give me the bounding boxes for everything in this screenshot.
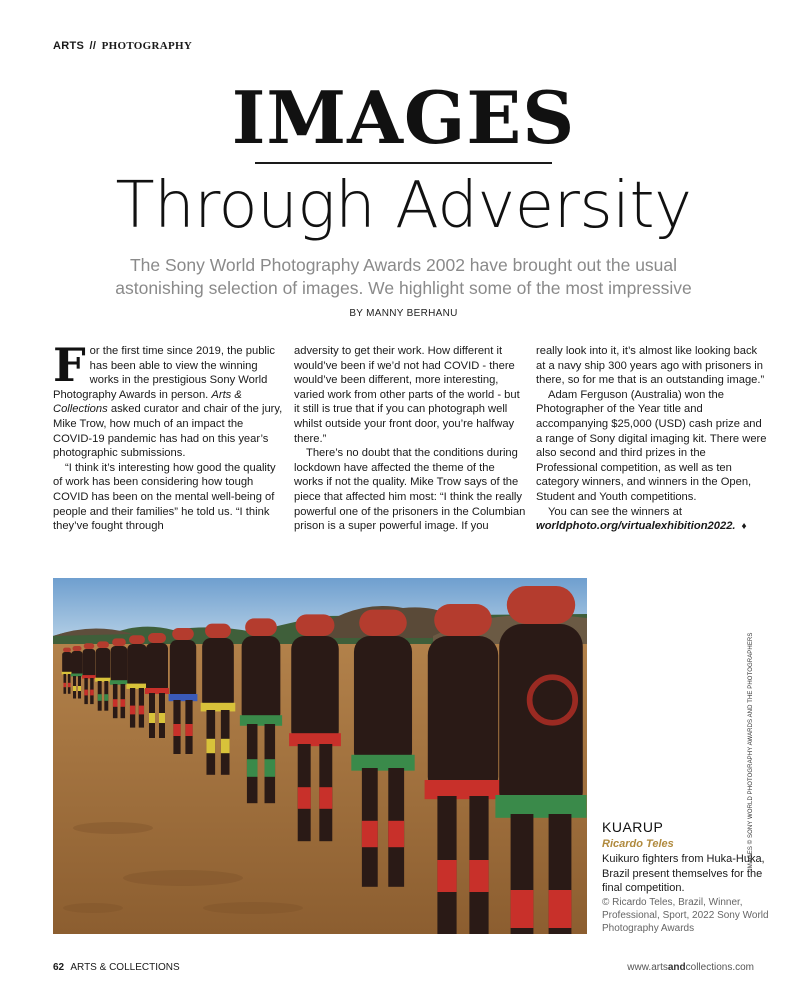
image-credit-vertical: IMAGES © SONY WORLD PHOTOGRAPHY AWARDS AND THE PHOTOGRAPHERS (748, 632, 754, 870)
page-number: 62 (53, 962, 65, 973)
headline-divider (255, 162, 552, 164)
caption-author: Ricardo Teles (602, 838, 674, 850)
url-bold: and (667, 962, 686, 973)
section-tag (53, 40, 192, 52)
article-column-3 (536, 344, 768, 535)
paragraph: “I think it’s interesting how good the quality of work has been considering how tough COVID has been on the mental well-being of people and their families” he told us. “I think they’ve fought through (53, 461, 276, 533)
headline-main: IMAGES (231, 75, 576, 160)
paragraph-text: or the first time since 2019, the public has been able to view the winning works in the prestigious Sony World Photography Awards in person. (53, 345, 275, 401)
article-column-2 (294, 344, 526, 534)
caption-credit: © Ricardo Teles, Brazil, Winner, Professional, Sport, 2022 Sony World Photography Awards (602, 897, 769, 934)
paragraph (53, 338, 285, 461)
paragraph-text: You can see the winners at (548, 505, 682, 518)
url-suffix: collections.com (685, 962, 754, 973)
kuarup-photo-illustration (53, 578, 587, 934)
article-column-1 (53, 338, 285, 534)
standfirst: The Sony World Photography Awards 2002 have brought out the usual astonishing selection of images. We highlight some of the most impressive (115, 255, 692, 298)
featured-photo (53, 578, 587, 934)
caption-text: Kuikuro fighters from Huka-Huka, Brazil present themselves for the final competition. (602, 853, 765, 894)
paragraph: adversity to get their work. How different it would’ve been if we’d not had COVID - there would’ve been different, more interesting, varied work from other parts of the world - but it still is true that if you can photograph well whilst outside your front door, you’re halfway there.” (294, 345, 520, 445)
publication-name: ARTS & COLLECTIONS (70, 962, 180, 973)
diamond-end-mark-icon: ♦ (741, 521, 747, 533)
headline-sub: Through Adversity (115, 169, 692, 243)
paragraph (536, 505, 768, 535)
footer-url[interactable] (627, 962, 754, 973)
section-separator: // (89, 40, 97, 52)
paragraph: Adam Ferguson (Australia) won the Photographer of the Year title and accompanying $25,000 (USD) cash prize and a range of Sony digital imaging kit. There were also second and third prizes in the Professional competition, as well as ten category winners, and winners in the Open, Student and Youth competitions. (536, 388, 767, 503)
byline: BY MANNY BERHANU (349, 308, 458, 319)
paragraph: There’s no doubt that the conditions during lockdown have affected the theme of the works if not the quality. Mike Trow says of the piece that affected him most: “I think the really powerful one of the prisoners in the Columbian prison is a super powerful image. If you (294, 447, 526, 533)
paragraph-text: asked curator and chair of the jury, Mike Trow, how much of an impact the COVID-19 pandemic has had on this year’s photographic submissions. (53, 403, 283, 460)
drop-cap: F (53, 338, 86, 392)
publication-name: Arts & Collections (53, 388, 242, 416)
paragraph: really look into it, it’s almost like looking back at a navy ship 300 years ago with prisoners in there, so for me that is an outstanding image.” (536, 345, 765, 387)
section-category: ARTS (53, 40, 85, 52)
exhibition-link[interactable]: worldphoto.org/virtualexhibition2022. (536, 520, 736, 533)
caption-title: KUARUP (602, 819, 664, 835)
page-folio (53, 962, 180, 973)
section-subcategory: PHOTOGRAPHY (101, 40, 193, 52)
url-prefix: www.arts (627, 962, 668, 973)
